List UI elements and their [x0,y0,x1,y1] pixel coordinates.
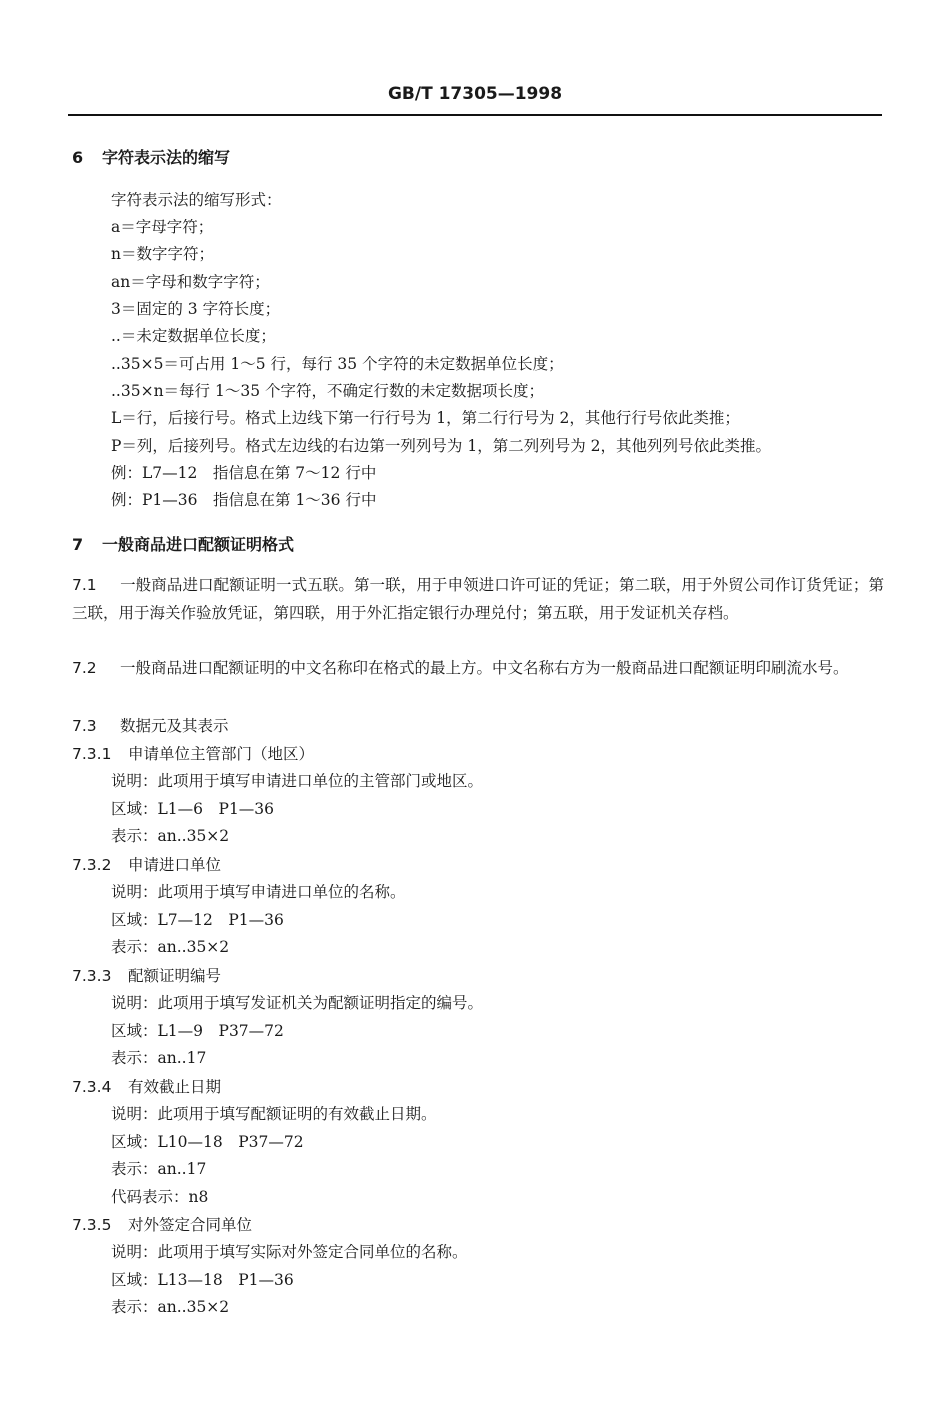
s6-line-example-L: 例：L7—12 指信息在第 7～12 行中 [111,464,377,482]
item-7-3-4-format: 表示：an..17 [111,1160,207,1178]
section-6-title: 字符表示法的缩写 [102,148,231,167]
section-7-title: 一般商品进口配额证明格式 [102,535,295,554]
clause-7-3-text: 数据元及其表示 [120,717,229,735]
item-7-3-5-desc: 说明：此项用于填写实际对外签定合同单位的名称。 [111,1243,468,1261]
item-7-3-1-heading [72,744,314,764]
s6-line-a: a＝字母字符； [111,218,214,236]
item-7-3-1-title: 申请单位主管部门（地区） [128,745,315,763]
item-7-3-3-number: 7.3.3 [72,967,112,985]
s6-line-L: L＝行，后接行号。格式上边线下第一行行号为 1，第二行行号为 2，其他行行号依此类推； [111,409,740,427]
item-7-3-2-area: 区域：L7—12 P1—36 [111,911,284,929]
section-6-number: 6 [72,148,84,167]
item-7-3-2-number: 7.3.2 [72,856,112,874]
item-7-3-4-area: 区域：L10—18 P37—72 [111,1133,304,1151]
item-7-3-2-heading [72,855,221,875]
item-7-3-5-title: 对外签定合同单位 [128,1216,253,1234]
s6-line-an: an＝字母和数字字符； [111,273,270,291]
item-7-3-5-heading [72,1215,252,1235]
s6-line-intro: 字符表示法的缩写形式： [111,191,282,209]
item-7-3-4-desc: 说明：此项用于填写配额证明的有效截止日期。 [111,1105,437,1123]
item-7-3-3-area: 区域：L1—9 P37—72 [111,1022,284,1040]
item-7-3-4-title: 有效截止日期 [128,1078,222,1096]
item-7-3-1-area: 区域：L1—6 P1—36 [111,800,275,818]
item-7-3-1-desc: 说明：此项用于填写申请进口单位的主管部门或地区。 [111,772,484,790]
clause-7-2-number: 7.2 [72,659,97,677]
s6-line-35xn: ..35×n＝每行 1～35 个字符，不确定行数的未定数据项长度； [111,382,544,400]
item-7-3-3-desc: 说明：此项用于填写发证机关为配额证明指定的编号。 [111,994,484,1012]
standard-number: GB/T 17305—1998 [387,84,563,104]
item-7-3-3-heading [72,966,221,986]
item-7-3-3-format: 表示：an..17 [111,1049,207,1067]
section-7-number: 7 [72,535,84,554]
s6-line-3: 3＝固定的 3 字符长度； [111,300,281,318]
item-7-3-4-number: 7.3.4 [72,1078,112,1096]
clause-7-3-number: 7.3 [72,717,97,735]
item-7-3-5-area: 区域：L13—18 P1—36 [111,1271,294,1289]
item-7-3-1-number: 7.3.1 [72,745,112,763]
s6-line-P: P＝列，后接列号。格式左边线的右边第一列列号为 1，第二列列号为 2，其他列列号依此类推。 [111,437,772,455]
item-7-3-4-code-format: 代码表示：n8 [111,1188,209,1206]
item-7-3-2-format: 表示：an..35×2 [111,938,230,956]
clause-7-2-text: 一般商品进口配额证明的中文名称印在格式的最上方。中文名称右方为一般商品进口配额证明印刷流水号。 [120,659,849,677]
item-7-3-2-title: 申请进口单位 [128,856,222,874]
item-7-3-1-format: 表示：an..35×2 [111,827,230,845]
item-7-3-4-heading [72,1077,221,1097]
page-header [68,80,882,116]
clause-7-3 [72,716,229,736]
clause-7-1-text: 一般商品进口配额证明一式五联。第一联，用于申领进口许可证的凭证；第二联，用于外贸公司作订货凭证；第三联，用于海关作验放凭证，第四联，用于外汇指定银行办理兑付；第五联，用于发证机关存档。 [72,576,884,622]
item-7-3-3-title: 配额证明编号 [128,967,222,985]
section-7-heading [72,535,294,555]
clause-7-2 [72,655,884,683]
s6-line-35x5: ..35×5＝可占用 1～5 行，每行 35 个字符的未定数据单位长度； [111,355,564,373]
item-7-3-2-desc: 说明：此项用于填写申请进口单位的名称。 [111,883,406,901]
item-7-3-5-format: 表示：an..35×2 [111,1298,230,1316]
clause-7-1-number: 7.1 [72,576,97,594]
item-7-3-5-number: 7.3.5 [72,1216,112,1234]
section-6-heading [72,148,230,168]
s6-line-dots: ..＝未定数据单位长度； [111,327,276,345]
clause-7-1 [72,572,884,627]
s6-line-n: n＝数字字符； [111,245,214,263]
s6-line-example-P: 例：P1—36 指信息在第 1～36 行中 [111,491,377,509]
